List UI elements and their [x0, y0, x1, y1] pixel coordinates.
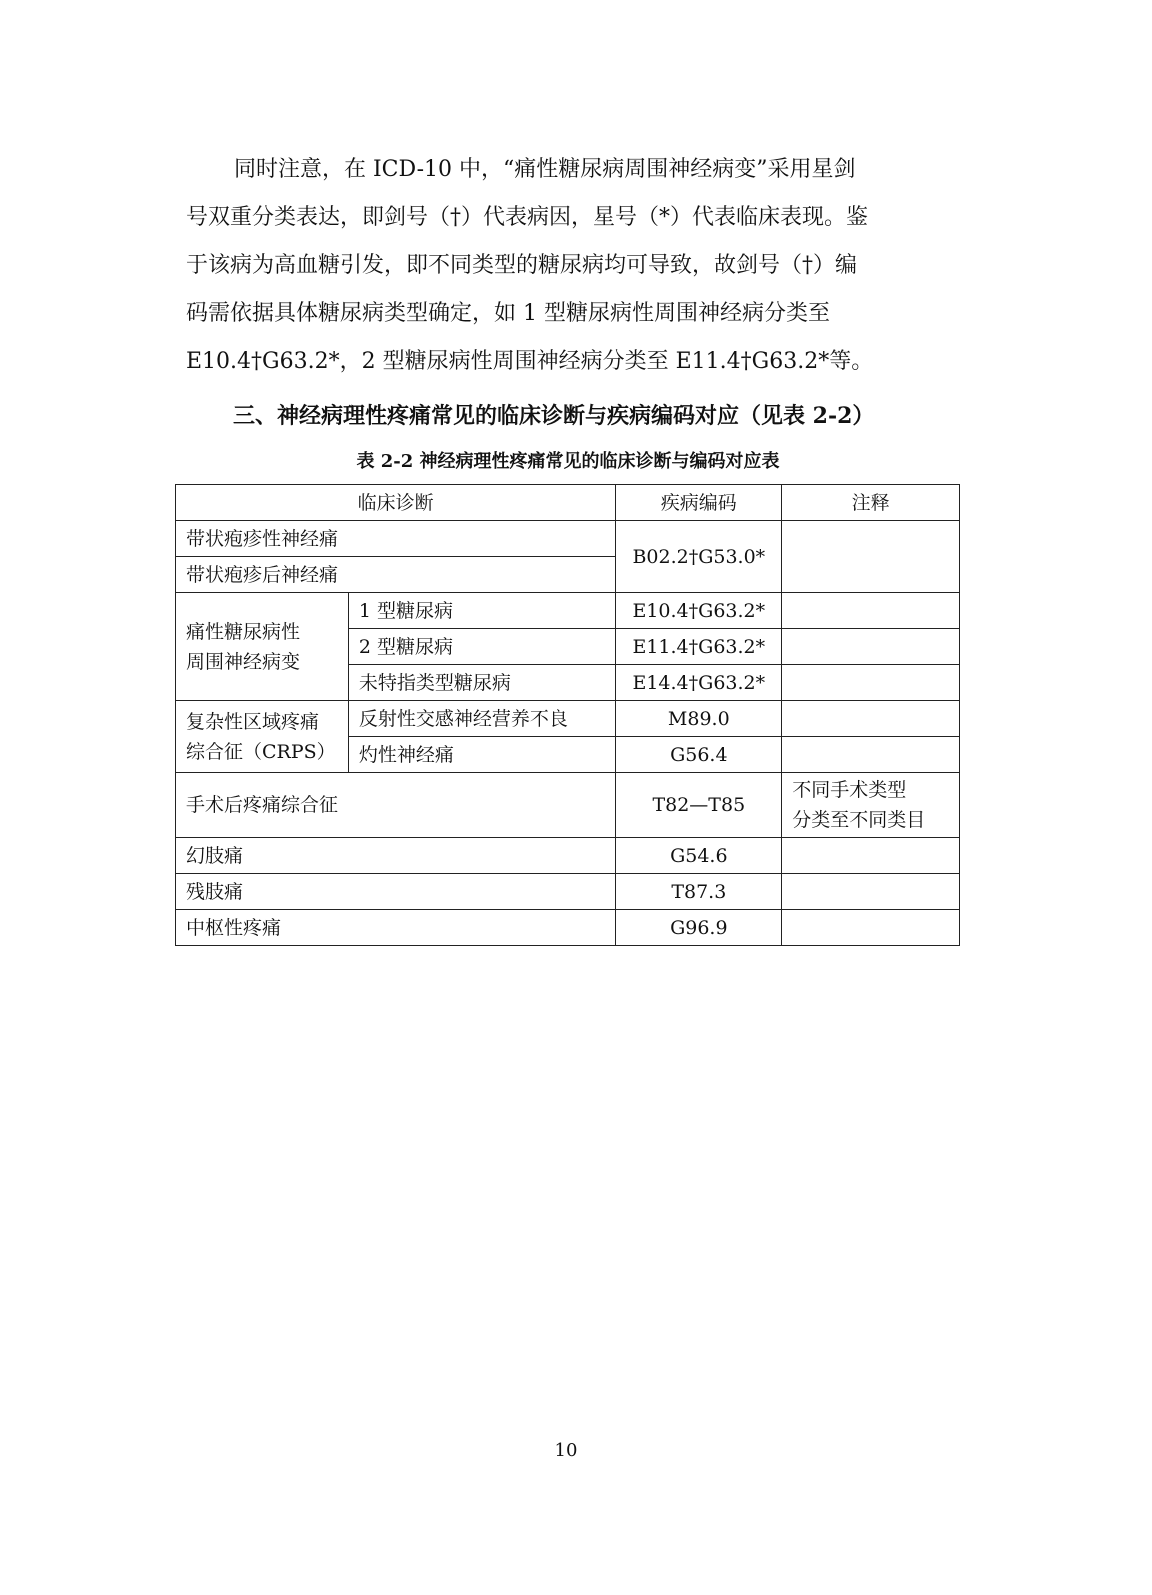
note-line: 分类至不同类目	[792, 809, 926, 831]
note-cell	[782, 874, 960, 910]
header-note: 注释	[782, 485, 960, 521]
diagnosis-cell: 手术后疼痛综合征	[176, 773, 616, 838]
table-row	[176, 701, 960, 737]
paragraph-line: 号双重分类表达，即剑号（†）代表病因，星号（*）代表临床表现。鉴	[186, 205, 869, 230]
note-cell	[782, 838, 960, 874]
paragraph-line: 码需依据具体糖尿病类型确定，如 1 型糖尿病性周围神经病分类至	[186, 301, 830, 326]
code-cell: E11.4†G63.2*	[616, 629, 782, 665]
body-paragraph	[186, 146, 956, 386]
code-cell: B02.2†G53.0*	[616, 521, 782, 593]
note-cell	[782, 773, 960, 838]
diagnosis-code-table	[175, 484, 960, 946]
diagnosis-cell: 带状疱疹性神经痛	[176, 521, 616, 557]
header-diagnosis: 临床诊断	[176, 485, 616, 521]
table-row	[176, 773, 960, 838]
diagnosis-cell: 残肢痛	[176, 874, 616, 910]
code-cell: M89.0	[616, 701, 782, 737]
group-label-line: 痛性糖尿病性	[186, 620, 301, 643]
code-cell: T87.3	[616, 874, 782, 910]
paragraph-line: 同时注意，在 ICD-10 中，“痛性糖尿病周围神经病变”采用星剑	[234, 157, 856, 182]
diagnosis-cell: 带状疱疹后神经痛	[176, 557, 616, 593]
note-cell	[782, 593, 960, 629]
group-cell-diabetic	[176, 593, 349, 701]
code-cell: E10.4†G63.2*	[616, 593, 782, 629]
diagnosis-cell: 中枢性疼痛	[176, 910, 616, 946]
group-label-line: 周围神经病变	[186, 650, 301, 673]
page-number: 10	[554, 1440, 578, 1461]
code-cell: G96.9	[616, 910, 782, 946]
group-label-line: 综合征（CRPS）	[186, 740, 336, 763]
header-code: 疾病编码	[616, 485, 782, 521]
section-heading: 三、神经病理性疼痛常见的临床诊断与疾病编码对应（见表 2-2）	[233, 403, 875, 429]
table-header-row	[176, 485, 960, 521]
subtype-cell: 2 型糖尿病	[348, 629, 615, 665]
paragraph-line: E10.4†G63.2*，2 型糖尿病性周围神经病分类至 E11.4†G63.2*等。	[186, 349, 874, 374]
note-cell	[782, 665, 960, 701]
group-label-line: 复杂性区域疼痛	[186, 710, 320, 733]
note-cell	[782, 521, 960, 593]
code-cell: G54.6	[616, 838, 782, 874]
table-row	[176, 521, 960, 557]
paragraph-line: 于该病为高血糖引发，即不同类型的糖尿病均可导致，故剑号（†）编	[186, 253, 858, 278]
subtype-cell: 未特指类型糖尿病	[348, 665, 615, 701]
subtype-cell: 灼性神经痛	[348, 737, 615, 773]
subtype-cell: 反射性交感神经营养不良	[348, 701, 615, 737]
table-caption: 表 2-2 神经病理性疼痛常见的临床诊断与编码对应表	[356, 451, 780, 472]
note-cell	[782, 910, 960, 946]
note-cell	[782, 629, 960, 665]
table-row	[176, 910, 960, 946]
group-cell-crps	[176, 701, 349, 773]
code-cell: E14.4†G63.2*	[616, 665, 782, 701]
note-cell	[782, 737, 960, 773]
subtype-cell: 1 型糖尿病	[348, 593, 615, 629]
code-cell: G56.4	[616, 737, 782, 773]
diagnosis-cell: 幻肢痛	[176, 838, 616, 874]
table-row	[176, 874, 960, 910]
code-cell: T82—T85	[616, 773, 782, 838]
table-row	[176, 838, 960, 874]
note-line: 不同手术类型	[792, 779, 907, 801]
note-cell	[782, 701, 960, 737]
table-row	[176, 593, 960, 629]
